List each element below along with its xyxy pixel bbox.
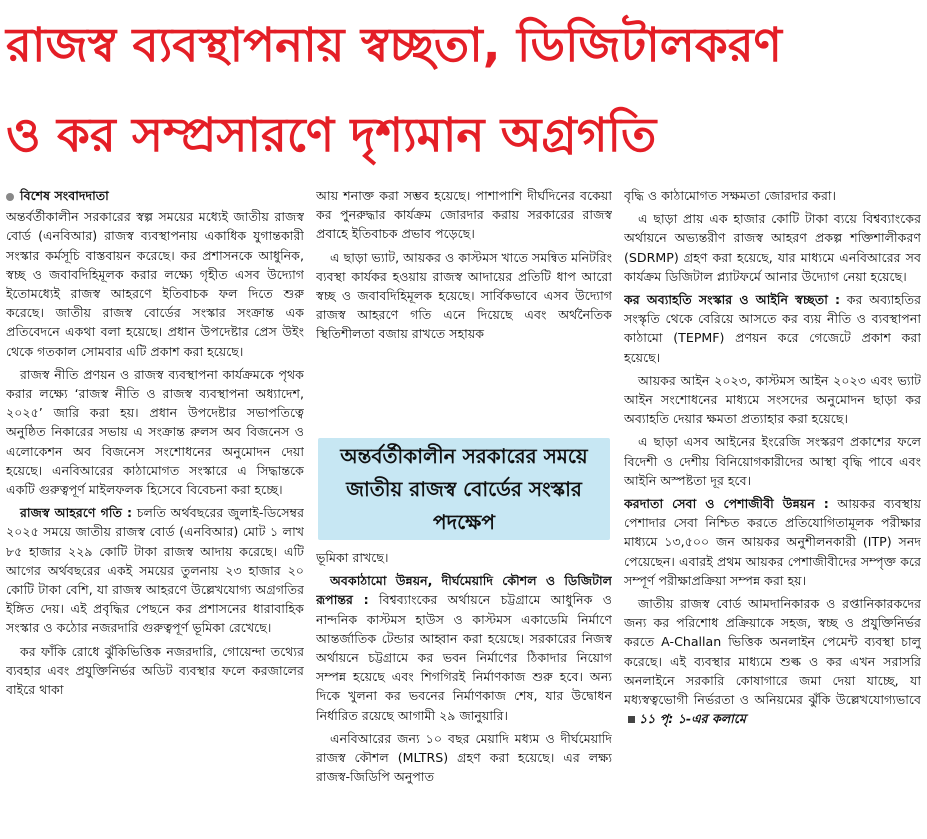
paragraph: এ ছাড়া প্রায় এক হাজার কোটি টাকা ব্যয়ে বিশ্বব্যাংকের অর্থায়নে অভ্যন্তরীণ রাজস্ব আহরণ প্রকল্প শক্তিশালীকরণ (SDRMP) গ্রহণ করা হয়েছে, যার মাধ্যমে এনবিআরের সব কার্যক্রম ডিজিটাল প্ল্যাটফর্মে আনার উদ্যোগ নেয়া হয়েছে।	[624, 211, 921, 284]
column-2-top	[316, 186, 612, 428]
article-column-3	[624, 186, 921, 836]
paragraph: রাজস্ব নীতি প্রণয়ন ও রাজস্ব ব্যবস্থাপনা কার্যক্রমকে পৃথক করার লক্ষ্যে ‘রাজস্ব নীতি ও রাজস্ব ব্যবস্থাপনা অধ্যাদেশ, ২০২৫’ জারি করা হয়। প্রধান উপদেষ্টার সভাপতিত্বে অনুষ্ঠিত নিকারের সভায় এ সংক্রান্ত রুলস অব বিজনেস ও এলোকেশন অব বিজনেস সংশোধনের অনুমোদন দেয়া হয়েছে। এনবিআরের কাঠামোগত সংস্কারে এ সিদ্ধান্তকে একটি গুরুত্বপূর্ণ মাইলফলক হিসেবে বিবেচনা করা হচ্ছে।	[6, 366, 304, 498]
subhead: করদাতা সেবা ও পেশাজীবী উন্নয়ন :	[624, 496, 829, 512]
byline-text: বিশেষ সংবাদদাতা	[20, 188, 109, 203]
continued-marker	[624, 711, 746, 726]
paragraph: আয়কর আইন ২০২৩, কাস্টমস আইন ২০২৩ এবং ভ্যাট আইন সংশোধনের মাধ্যমে সংসদের অনুমোদন ছাড়া কর অব্যাহতি দেয়ার ক্ষমতা প্রত্যাহার করা হয়েছে।	[624, 372, 921, 427]
paragraph-text: জাতীয় রাজস্ব বোর্ড আমদানিকারক ও রপ্তানিকারকদের জন্য কর পরিশোধ প্রক্রিয়াকে সহজ, স্বচ্ছ ও প্রযুক্তিনির্ভর করতে A-Challan ভিত্তিক অনলাইন পেমেন্ট ব্যবস্থা চালু করেছে। এই ব্যবস্থার মাধ্যমে শুল্ক ও কর এখন সরাসরি অনলাইনে সরকারি কোষাগারে জমা দেয়া যাচ্ছে, যা মধ্যস্বত্বভোগী নির্ভরতা ও অনিয়মের ঝুঁকি উল্লেখযোগ্যভাবে	[624, 596, 921, 708]
subhead: রাজস্ব আহরণে গতি :	[20, 505, 133, 521]
paragraph-text: আয়কর ব্যবস্থায় পেশাদার সেবা নিশ্চিত করতে প্রতিযোগিতামূলক পরীক্ষার মাধ্যমে ১৩,৫০০ জন আয়কর অনুশীলনকারী (ITP) সনদ পেয়েছেন। এবারই প্রথম আয়কর পেশাজীবীদের সম্পৃক্ত করে সম্পূর্ণ পরীক্ষাপ্রক্রিয়া সম্পন্ন করা হয়।	[624, 496, 921, 588]
subhead: কর অব্যাহতি সংস্কার ও আইনি স্বচ্ছতা :	[624, 292, 840, 308]
square-bullet-icon	[628, 716, 635, 723]
paragraph: কর ফাঁকি রোধে ঝুঁকিভিত্তিক নজরদারি, গোয়েন্দা তথ্যের ব্যবহার এবং প্রযুক্তিনির্ভর অডিট ব্যবস্থার ফলে করজালের বাইরে থাকা	[6, 643, 304, 698]
continued-text: ১১ পৃ: ১-এর কলামে	[639, 711, 746, 727]
paragraph: ভূমিকা রাখছে।	[316, 550, 389, 565]
paragraph: বৃদ্ধি ও কাঠামোগত সক্ষমতা জোরদার করা।	[624, 188, 837, 203]
paragraph: এ ছাড়া ভ্যাট, আয়কর ও কাস্টমস খাতে সমন্বিত মনিটরিং ব্যবস্থা কার্যকর হওয়ায় রাজস্ব আদায়ের প্রতিটি ধাপ আরো স্বচ্ছ ও জবাবদিহিমূলক হয়েছে। সার্বিকভাবে এসব উদ্যোগ রাজস্ব আহরণে গতি এনে দিয়েছে এবং অর্থনৈতিক স্থিতিশীলতা বজায় রাখতে সহায়ক	[316, 249, 612, 342]
subhead: অবকাঠামো উন্নয়ন, দীর্ঘমেয়াদি কৌশল ও ডিজিটাল রূপান্তর :	[316, 573, 612, 608]
paragraph	[624, 594, 921, 728]
pull-quote-box	[318, 438, 610, 540]
paragraph	[316, 571, 612, 725]
paragraph-text: কর অব্যাহতির সংস্কৃতি থেকে বেরিয়ে আসতে কর ব্যয় নীতি ও ব্যবস্থাপনা কাঠামো (TEPMF) প্রণয়ন করে গেজেটে প্রকাশ করা হয়েছে।	[624, 292, 921, 365]
article-column-1	[6, 186, 304, 836]
paragraph: এনবিআরের জন্য ১০ বছর মেয়াদি মধ্যম ও দীর্ঘমেয়াদি রাজস্ব কৌশল (MLTRS) গ্রহণ করা হয়েছে। এর লক্ষ্য রাজস্ব-জিডিপি অনুপাত	[316, 730, 612, 785]
paragraph-text: বিশ্বব্যাংকের অর্থায়নে চট্টগ্রামে আধুনিক ও নান্দনিক কাস্টমস হাউস ও কাস্টমস একাডেমি নির্মাণে আন্তর্জাতিক টেন্ডার আহ্বান করা হয়েছে। সরকারের নিজস্ব অর্থায়নে চট্টগ্রামে কর ভবন নির্মাণের ঠিকাদার নিয়োগ সম্পন্ন হয়েছে এবং শিগগিরই নির্মাণকাজ শুরু হবে। অন্য দিকে খুলনা কর ভবনের নির্মাণকাজ শেষ, যার উদ্বোধন নির্ধারিত রয়েছে আগামী ২৯ জানুয়ারি।	[316, 592, 612, 723]
paragraph	[624, 290, 921, 367]
paragraph: এ ছাড়া এসব আইনের ইংরেজি সংস্করণ প্রকাশের ফলে বিদেশী ও দেশীয় বিনিয়োগকারীদের আস্থা বৃদ্ধি পাবে এবং আইনি অস্পষ্টতা দূর হবে।	[624, 434, 921, 488]
headline-line-1: রাজস্ব ব্যবস্থাপনায় স্বচ্ছতা, ডিজিটালকরণ	[6, 18, 782, 73]
column-2-bottom	[316, 548, 612, 790]
headline-line-2: ও কর সম্প্রসারণে দৃশ্যমান অগ্রগতি	[6, 108, 657, 163]
paragraph: অন্তর্বর্তীকালীন সরকারের স্বল্প সময়ের মধ্যেই জাতীয় রাজস্ব বোর্ড (এনবিআর) রাজস্ব ব্যবস্থাপনায় একাধিক যুগান্তকারী সংস্কার কর্মসূচি বাস্তবায়ন করেছে। কর প্রশাসনকে আধুনিক, স্বচ্ছ ও জবাবদিহিমূলক করার লক্ষ্যে গৃহীত এসব উদ্যোগ ইতোমধ্যেই রাজস্ব আহরণে ইতিবাচক ফল দিতে শুরু করেছে। জাতীয় রাজস্ব বোর্ডের সংস্কার সংক্রান্ত এক প্রতিবেদনে একথা বলা হয়েছে। প্রধান উপদেষ্টার প্রেস উইং থেকে গতকাল সোমবার এটি প্রকাশ করা হয়েছে।	[6, 209, 304, 359]
paragraph-text: চলতি অর্থবছরের জুলাই-ডিসেম্বর ২০২৫ সময়ে জাতীয় রাজস্ব বোর্ড (এনবিআর) মোট ১ লাখ ৮৫ হাজার ২২৯ কোটি টাকা রাজস্ব আদায় করেছে। এটি আগের অর্থবছরের একই সময়ের তুলনায় ২৩ হাজার ২০ কোটি টাকা বেশি, যা রাজস্ব আহরণে উল্লেখযোগ্য অগ্রগতির ইঙ্গিত দেয়। এই প্রবৃদ্ধির পেছনে কর প্রশাসনের ধারাবাহিক সংস্কার ও কঠোর নজরদারি গুরুত্বপূর্ণ ভূমিকা রেখেছে।	[6, 505, 304, 636]
pull-quote-text: অন্তর্বর্তীকালীন সরকারের সময়ে জাতীয় রাজস্ব বোর্ডের সংস্কার পদক্ষেপ	[340, 443, 588, 534]
byline	[6, 186, 304, 205]
paragraph	[624, 494, 921, 590]
paragraph	[6, 503, 304, 637]
bullet-icon	[6, 193, 14, 201]
paragraph: আয় শনাক্ত করা সম্ভব হয়েছে। পাশাপাশি দীর্ঘদিনের বকেয়া কর পুনরুদ্ধার কার্যক্রম জোরদার করায় সরকারের রাজস্ব প্রবাহে ইতিবাচক প্রভাব পড়েছে।	[316, 188, 612, 242]
